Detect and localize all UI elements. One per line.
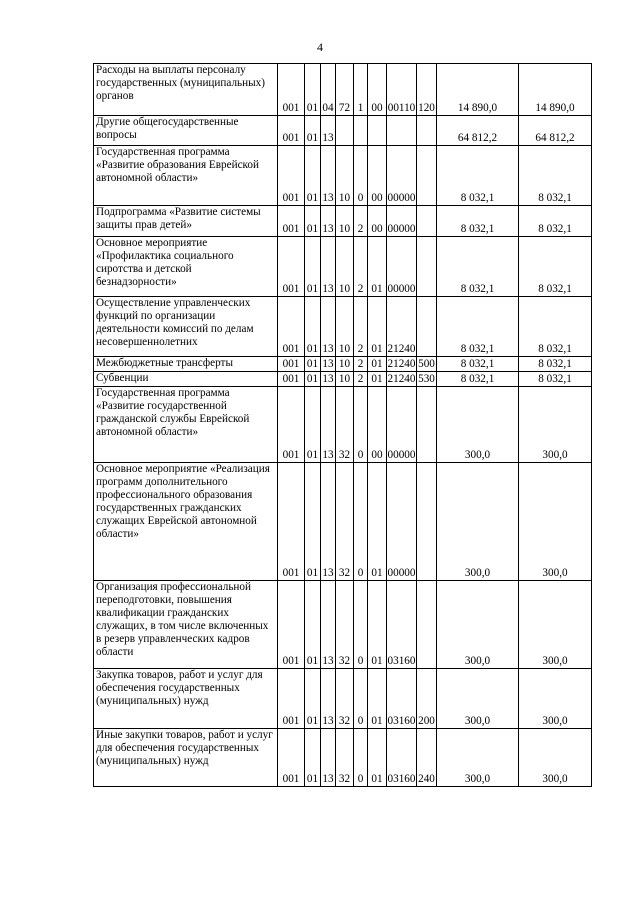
- expense-type-code: 200: [417, 669, 437, 729]
- sum-2: 8 032,1: [519, 297, 592, 357]
- row-name: Осуществление управленческих функций по организации деятельности комиссий по делам несовершеннолетних: [94, 297, 278, 357]
- target-program-code: 10: [336, 357, 354, 372]
- target-program-code: 10: [336, 372, 354, 387]
- target-sub-code: 2: [354, 237, 368, 297]
- admin-code: 001: [278, 64, 305, 116]
- sum-1: 64 812,2: [437, 116, 519, 146]
- table-row: [94, 297, 592, 357]
- table-row: [94, 372, 592, 387]
- subsection-code: 13: [321, 669, 336, 729]
- target-sub-code: 2: [354, 372, 368, 387]
- target-sub-code: 0: [354, 581, 368, 669]
- subsection-code: 13: [321, 116, 336, 146]
- target-event-code: 00: [368, 146, 387, 206]
- target-event-code: 00: [368, 64, 387, 116]
- section-code: 01: [305, 669, 321, 729]
- table-row: [94, 146, 592, 206]
- section-code: 01: [305, 372, 321, 387]
- target-event-code: 00: [368, 206, 387, 237]
- target-code: 03160: [387, 669, 417, 729]
- sum-1: 8 032,1: [437, 357, 519, 372]
- target-code: 21240: [387, 373, 416, 385]
- target-code: 00110: [387, 64, 417, 116]
- sum-1: 300,0: [437, 729, 519, 787]
- target-code: 00000: [387, 146, 417, 206]
- target-event-code: 00: [368, 387, 387, 463]
- table-row: [94, 729, 592, 787]
- expense-type-code: [417, 116, 437, 146]
- target-event-code: 01: [368, 297, 387, 357]
- target-sub-code: 1: [354, 64, 368, 116]
- table-row: [94, 463, 592, 581]
- target-event-code: 01: [368, 463, 387, 581]
- target-code: 21240: [387, 358, 416, 370]
- target-sub-code: 2: [354, 297, 368, 357]
- sum-2: 8 032,1: [519, 206, 592, 237]
- sum-1: 8 032,1: [437, 297, 519, 357]
- expense-type-code: [417, 387, 437, 463]
- sum-2: 14 890,0: [519, 64, 592, 116]
- target-event-code: 01: [368, 237, 387, 297]
- target-program-code: 10: [336, 237, 354, 297]
- table-row: [94, 581, 592, 669]
- sum-2: 300,0: [519, 387, 592, 463]
- admin-code: 001: [278, 669, 305, 729]
- target-code: 00000: [387, 463, 417, 581]
- sum-2: 300,0: [519, 669, 592, 729]
- row-name: Другие общегосударственные вопросы: [94, 116, 278, 146]
- sum-1: 8 032,1: [437, 237, 519, 297]
- target-program-code: 32: [336, 463, 354, 581]
- target-program-code: 10: [336, 146, 354, 206]
- subsection-code: 13: [321, 387, 336, 463]
- target-code: 21240: [387, 297, 417, 357]
- admin-code: 001: [278, 372, 305, 387]
- expense-type-code: [417, 581, 437, 669]
- target-event-code: 01: [368, 357, 387, 372]
- expense-type-code: 120: [417, 64, 437, 116]
- sum-1: 300,0: [437, 387, 519, 463]
- section-code: 01: [305, 206, 321, 237]
- admin-code: 001: [278, 116, 305, 146]
- table-row: [94, 387, 592, 463]
- target-program-code: 32: [336, 581, 354, 669]
- section-code: 01: [305, 146, 321, 206]
- subsection-code: 13: [322, 373, 334, 385]
- expense-type-code: 240: [417, 729, 437, 787]
- row-name: Расходы на выплаты персоналу государственных (муниципальных) органов: [94, 64, 278, 116]
- target-sub-code: [354, 116, 368, 146]
- subsection-code: 13: [321, 297, 336, 357]
- target-code: [387, 116, 417, 146]
- sum-2: 300,0: [519, 581, 592, 669]
- sum-2: 8 032,1: [519, 357, 592, 372]
- section-code: 01: [305, 463, 321, 581]
- section-code: 01: [305, 729, 321, 787]
- sum-1: 8 032,1: [437, 146, 519, 206]
- target-event-code: 01: [368, 581, 387, 669]
- target-event-code: 01: [368, 669, 387, 729]
- sum-1: 300,0: [437, 581, 519, 669]
- expense-type-code: [417, 206, 437, 237]
- target-code: 03160: [387, 729, 417, 787]
- table-row: [94, 669, 592, 729]
- target-code: 00000: [387, 237, 417, 297]
- admin-code: 001: [278, 357, 305, 372]
- table-row: [94, 64, 592, 116]
- target-sub-code: 2: [354, 206, 368, 237]
- subsection-code: 13: [322, 358, 334, 370]
- table-row: [94, 237, 592, 297]
- expense-type-code: 530: [418, 373, 435, 385]
- expense-type-code: 500: [418, 358, 435, 370]
- row-name: Основное мероприятие «Профилактика социального сиротства и детской безнадзорности»: [94, 237, 278, 297]
- table-row: [94, 116, 592, 146]
- table-row: [94, 357, 592, 372]
- admin-code: 001: [278, 729, 305, 787]
- row-name: Субвенции: [94, 372, 278, 387]
- target-event-code: 01: [368, 372, 387, 387]
- subsection-code: 13: [321, 729, 336, 787]
- target-program-code: 10: [336, 297, 354, 357]
- sum-2: 300,0: [519, 729, 592, 787]
- expense-type-code: [417, 146, 437, 206]
- target-program-code: 72: [336, 64, 354, 116]
- admin-code: 001: [278, 237, 305, 297]
- admin-code: 001: [278, 297, 305, 357]
- sum-1: 8 032,1: [437, 206, 519, 237]
- sum-2: 300,0: [519, 463, 592, 581]
- subsection-code: 13: [321, 463, 336, 581]
- target-code: 03160: [387, 581, 417, 669]
- table-row: [94, 206, 592, 237]
- target-sub-code: 0: [354, 146, 368, 206]
- target-code: 00000: [387, 206, 417, 237]
- admin-code: 001: [278, 463, 305, 581]
- budget-table-body: [94, 64, 592, 787]
- sum-1: 300,0: [437, 463, 519, 581]
- subsection-code: 13: [321, 146, 336, 206]
- section-code: 01: [305, 237, 321, 297]
- target-sub-code: 0: [354, 669, 368, 729]
- target-program-code: 32: [336, 729, 354, 787]
- sum-2: 8 032,1: [519, 237, 592, 297]
- target-sub-code: 2: [354, 357, 368, 372]
- row-name: Организация профессиональной переподготовки, повышения квалификации гражданских служащих, в том числе включенных в резерв управленческих кадров области: [94, 581, 278, 669]
- section-code: 01: [305, 64, 321, 116]
- subsection-code: 13: [321, 581, 336, 669]
- subsection-code: 13: [321, 237, 336, 297]
- admin-code: 001: [278, 206, 305, 237]
- section-code: 01: [305, 297, 321, 357]
- sum-2: 64 812,2: [519, 116, 592, 146]
- target-program-code: 32: [336, 387, 354, 463]
- target-sub-code: 0: [354, 387, 368, 463]
- row-name: Закупка товаров, работ и услуг для обеспечения государственных (муниципальных) нужд: [94, 669, 278, 729]
- page-number: 4: [317, 40, 323, 54]
- subsection-code: 13: [321, 206, 336, 237]
- sum-2: 8 032,1: [519, 146, 592, 206]
- row-name: Подпрограмма «Развитие системы защиты прав детей»: [94, 206, 278, 237]
- row-name: Межбюджетные трансферты: [94, 357, 278, 372]
- target-event-code: 01: [368, 729, 387, 787]
- target-program-code: [336, 116, 354, 146]
- sum-1: 8 032,1: [437, 372, 519, 387]
- row-name: Иные закупки товаров, работ и услуг для обеспечения государственных (муниципальных) нужд: [94, 729, 278, 787]
- section-code: 01: [305, 357, 321, 372]
- admin-code: 001: [278, 387, 305, 463]
- sum-1: 300,0: [437, 669, 519, 729]
- row-name: Основное мероприятие «Реализация программ дополнительного профессионального образования государственных гражданских служащих Еврейской автономной области»: [94, 463, 278, 581]
- row-name: Государственная программа «Развитие государственной гражданской службы Еврейской автономной области»: [94, 387, 278, 463]
- row-name: Государственная программа «Развитие образования Еврейской автономной области»: [94, 146, 278, 206]
- section-code: 01: [305, 387, 321, 463]
- target-event-code: [368, 116, 387, 146]
- expense-type-code: [417, 237, 437, 297]
- admin-code: 001: [278, 581, 305, 669]
- target-sub-code: 0: [354, 729, 368, 787]
- budget-table: [93, 63, 592, 787]
- sum-1: 14 890,0: [437, 64, 519, 116]
- target-code: 00000: [387, 387, 417, 463]
- sum-2: 8 032,1: [519, 372, 592, 387]
- target-program-code: 32: [336, 669, 354, 729]
- section-code: 01: [305, 581, 321, 669]
- target-program-code: 10: [336, 206, 354, 237]
- section-code: 01: [305, 116, 321, 146]
- subsection-code: 04: [321, 64, 336, 116]
- expense-type-code: [417, 297, 437, 357]
- expense-type-code: [417, 463, 437, 581]
- target-sub-code: 0: [354, 463, 368, 581]
- admin-code: 001: [278, 146, 305, 206]
